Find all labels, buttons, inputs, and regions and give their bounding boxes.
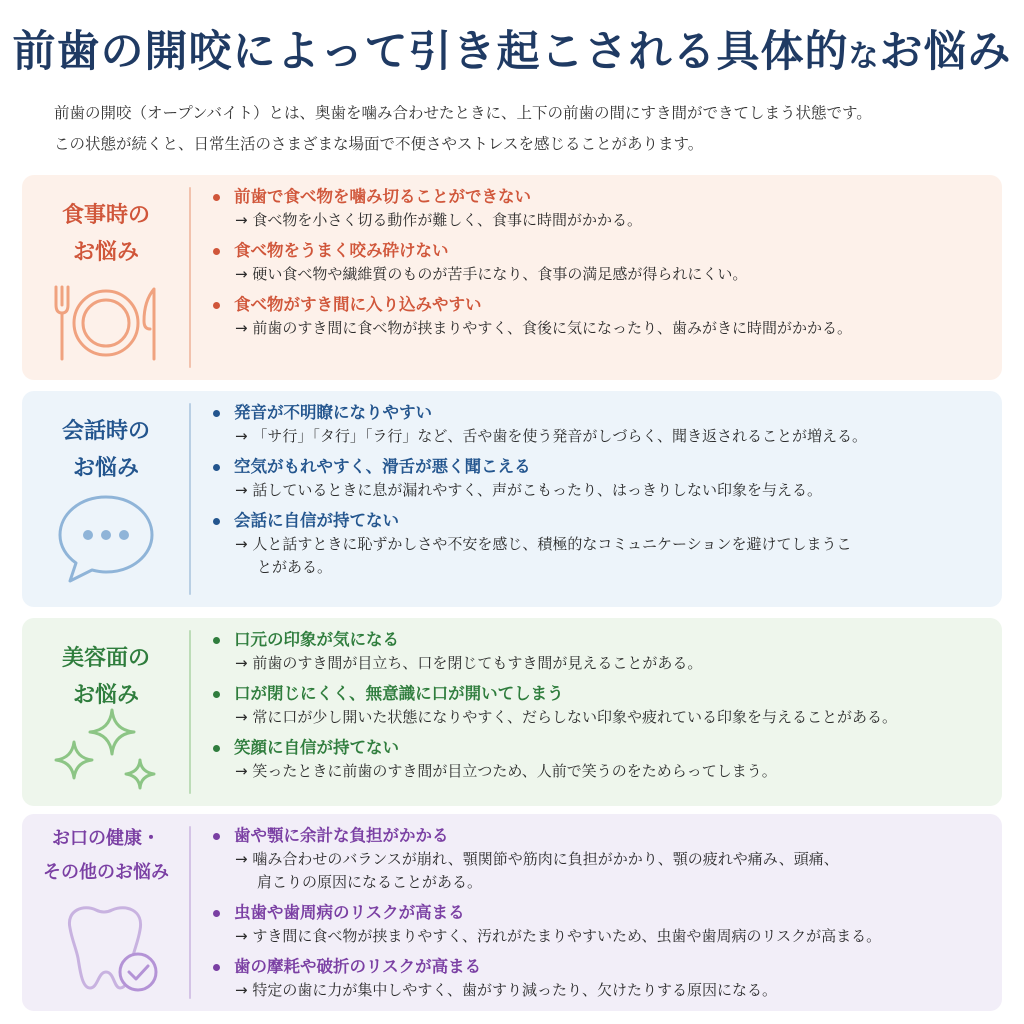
list-item xyxy=(210,185,992,232)
item-description: → 特定の歯に力が集中しやすく、歯がすり減ったり、欠けたりする原因になる。 xyxy=(235,981,778,999)
item-heading: 食べ物をうまく咬み砕けない xyxy=(210,239,992,263)
section-title-meal xyxy=(22,197,190,271)
section-title-line2: お悩み xyxy=(72,456,139,481)
item-heading: 口が閉じにくく、無意識に口が開いてしまう xyxy=(210,682,992,706)
item-description-line2: とがある。 xyxy=(257,558,333,576)
section-divider xyxy=(189,187,191,368)
section-title-line1: お口の健康・ xyxy=(52,828,160,849)
item-heading: 歯の摩耗や破折のリスクが高まる xyxy=(210,955,992,979)
list-item xyxy=(210,509,992,579)
item-description-line2: 肩こりの原因になることがある。 xyxy=(257,873,483,891)
list-item xyxy=(210,901,992,948)
item-description: → 硬い食べ物や繊維質のものが苦手になり、食事の満足感が得られにくい。 xyxy=(235,265,748,283)
list-item xyxy=(210,955,992,1002)
title-small: な xyxy=(848,39,880,74)
section-divider xyxy=(189,826,191,999)
section-title-beauty xyxy=(22,640,190,714)
item-heading: 口元の印象が気になる xyxy=(210,628,992,652)
section-items xyxy=(210,628,992,790)
item-description: → 前歯のすき間に食べ物が挟まりやすく、食後に気になったり、歯みがきに時間がかかる。 xyxy=(235,319,853,337)
intro-line-1: 前歯の開咬（オープンバイト）とは、奥歯を噛み合わせたときに、上下の前歯の間にすき間ができてしまう状態です。 xyxy=(54,104,872,122)
item-description: → 常に口が少し開いた状態になりやすく、だらしない印象や疲れている印象を与えることがある。 xyxy=(235,708,898,726)
list-item xyxy=(210,628,992,675)
section-items xyxy=(210,401,992,586)
section-items xyxy=(210,185,992,347)
list-item xyxy=(210,401,992,448)
list-item xyxy=(210,455,992,502)
section-items xyxy=(210,824,992,1009)
item-description-line1: → 人と話すときに恥ずかしさや不安を感じ、積極的なコミュニケーションを避けてしまうこ xyxy=(235,535,852,553)
section-title-line2: お悩み xyxy=(72,683,139,708)
item-heading: 空気がもれやすく、滑舌が悪く聞こえる xyxy=(210,455,992,479)
list-item xyxy=(210,824,992,894)
item-heading: 食べ物がすき間に入り込みやすい xyxy=(210,293,992,317)
intro-text xyxy=(54,98,1014,160)
page-title xyxy=(0,18,1024,79)
list-item xyxy=(210,239,992,286)
item-description-line1: → 噛み合わせのバランスが崩れ、顎関節や筋肉に負担がかかり、顎の疲れや痛み、頭痛、 xyxy=(235,850,839,868)
section-title-health xyxy=(22,822,190,890)
intro-line-2: この状態が続くと、日常生活のさまざまな場面で不便さやストレスを感じることがあります。 xyxy=(54,135,704,153)
section-title-line2: その他のお悩み xyxy=(43,862,169,883)
title-end: お悩み xyxy=(879,27,1012,77)
title-main: 前歯の開咬によって引き起こされる具体的 xyxy=(12,27,849,77)
item-description: → 笑ったときに前歯のすき間が目立つため、人前で笑うのをためらってしまう。 xyxy=(235,762,777,780)
speech-bubble-icon xyxy=(52,491,160,587)
item-description xyxy=(210,848,992,894)
section-title-line1: 美容面の xyxy=(61,646,150,671)
section-title-line2: お悩み xyxy=(72,240,139,265)
list-item xyxy=(210,293,992,340)
section-title-line1: 会話時の xyxy=(61,419,150,444)
item-description: → 話しているときに息が漏れやすく、声がこもったり、はっきりしない印象を与える。 xyxy=(235,481,823,499)
section-meal xyxy=(22,175,1002,380)
item-heading: 発音が不明瞭になりやすい xyxy=(210,401,992,425)
section-health xyxy=(22,814,1002,1011)
item-description xyxy=(210,533,992,579)
tooth-check-icon xyxy=(58,900,162,1000)
item-description: → 前歯のすき間が目立ち、口を閉じてもすき間が見えることがある。 xyxy=(235,654,703,672)
section-talk xyxy=(22,391,1002,607)
item-description: → 「サ行」「タ行」「ラ行」など、舌や歯を使う発音がしづらく、聞き返されることが増える。 xyxy=(235,427,868,445)
item-description: → 食べ物を小さく切る動作が難しく、食事に時間がかかる。 xyxy=(235,211,643,229)
section-divider xyxy=(189,630,191,794)
item-description: → すき間に食べ物が挟まりやすく、汚れがたまりやすいため、虫歯や歯周病のリスクが高まる。 xyxy=(235,927,882,945)
fork-plate-knife-icon xyxy=(50,283,162,363)
sparkles-icon xyxy=(48,708,164,796)
section-title-talk xyxy=(22,413,190,487)
list-item xyxy=(210,736,992,783)
item-heading: 会話に自信が持てない xyxy=(210,509,992,533)
item-heading: 笑顔に自信が持てない xyxy=(210,736,992,760)
list-item xyxy=(210,682,992,729)
section-beauty xyxy=(22,618,1002,806)
section-title-line1: 食事時の xyxy=(61,203,150,228)
item-heading: 虫歯や歯周病のリスクが高まる xyxy=(210,901,992,925)
item-heading: 歯や顎に余計な負担がかかる xyxy=(210,824,992,848)
item-heading: 前歯で食べ物を噛み切ることができない xyxy=(210,185,992,209)
section-divider xyxy=(189,403,191,595)
